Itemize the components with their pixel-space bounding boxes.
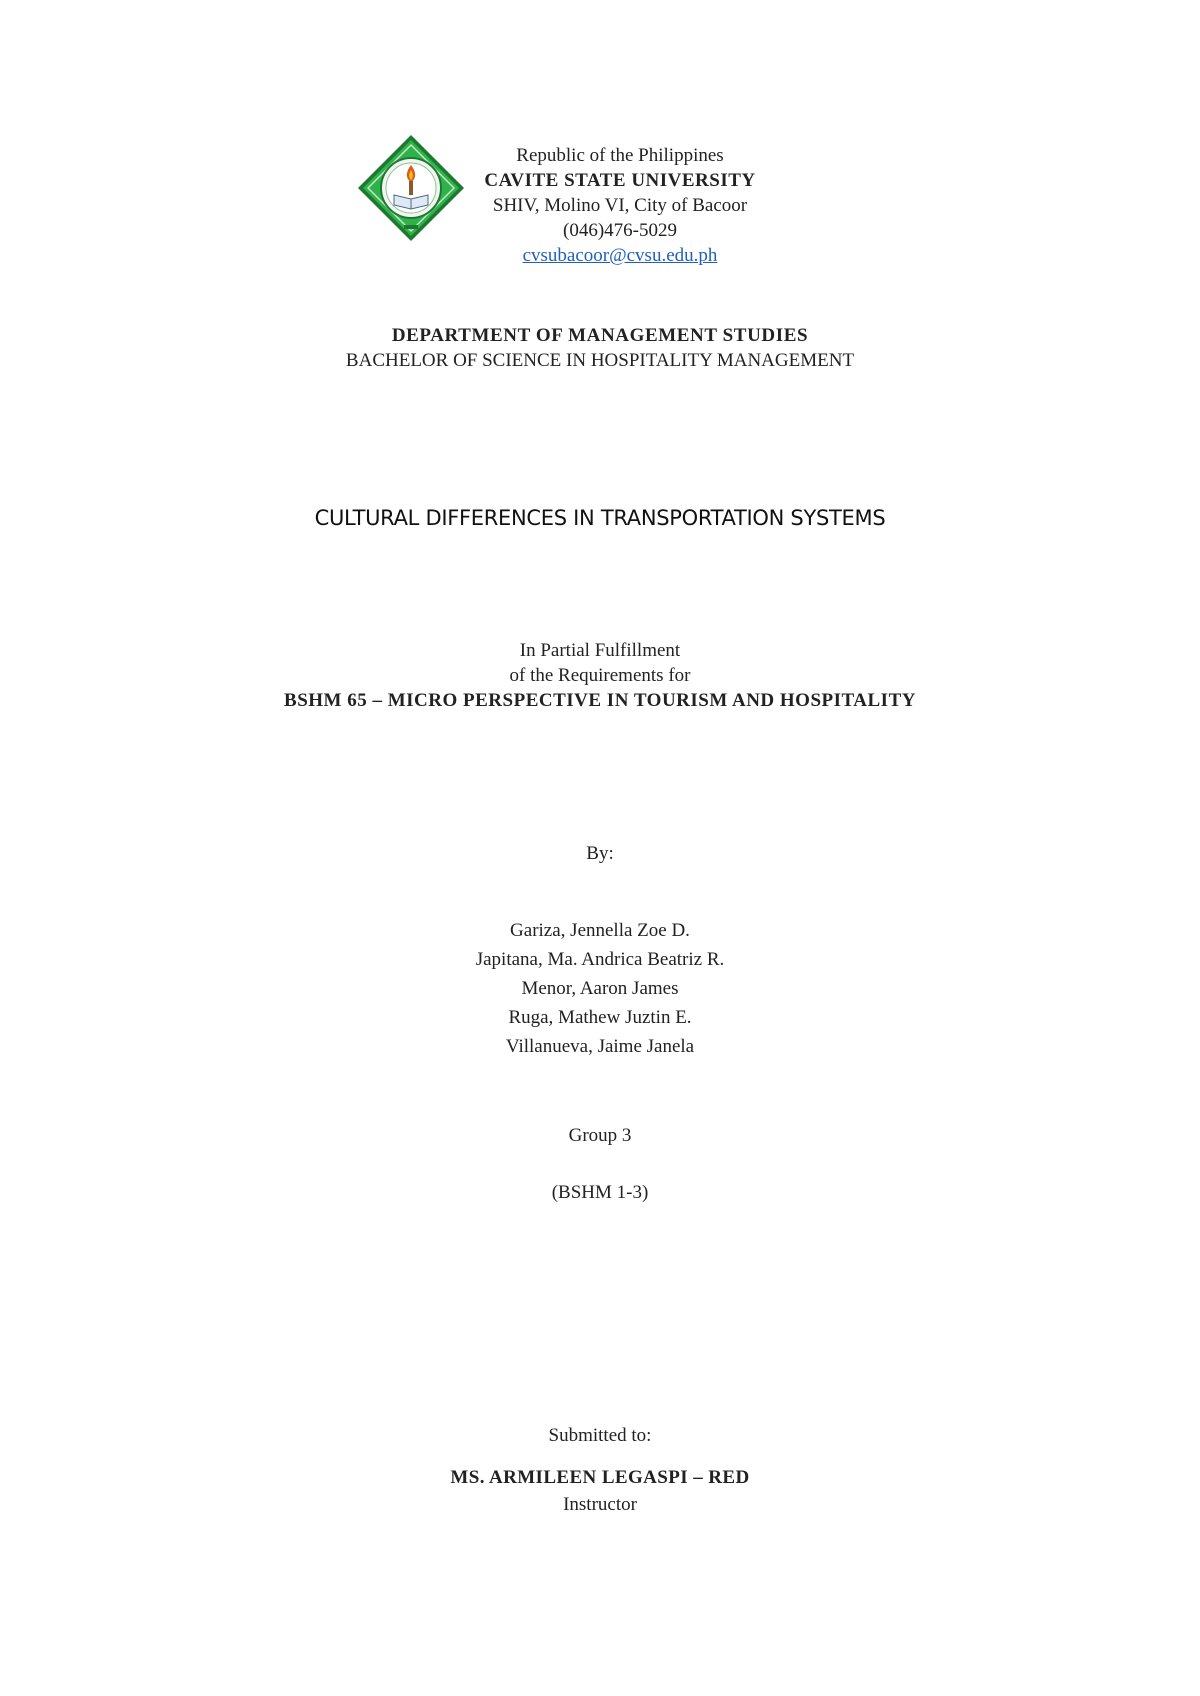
author-name: Menor, Aaron James xyxy=(521,978,679,999)
instructor-name: MS. ARMILEEN LEGASPI – RED xyxy=(450,1467,750,1488)
header-email-link[interactable]: cvsubacoor@cvsu.edu.ph xyxy=(522,245,718,266)
author-name: Ruga, Mathew Juztin E. xyxy=(508,1007,692,1028)
fulfillment-line-2: of the Requirements for xyxy=(509,665,691,686)
department-name: DEPARTMENT OF MANAGEMENT STUDIES xyxy=(391,325,809,346)
author-name: Villanueva, Jaime Janela xyxy=(505,1036,695,1057)
program-name: BACHELOR OF SCIENCE IN HOSPITALITY MANAGEMENT xyxy=(345,350,855,371)
document-title: CULTURAL DIFFERENCES IN TRANSPORTATION SYSTEMS xyxy=(314,506,886,530)
author-name: Gariza, Jennella Zoe D. xyxy=(510,920,690,941)
course-title: BSHM 65 – MICRO PERSPECTIVE IN TOURISM AND HOSPITALITY xyxy=(284,690,916,711)
submitted-label: Submitted to: xyxy=(548,1425,652,1446)
fulfillment-line-1: In Partial Fulfillment xyxy=(519,640,681,661)
header-country: Republic of the Philippines xyxy=(516,145,724,166)
header-phone: (046)476-5029 xyxy=(563,220,677,241)
section-label: (BSHM 1-3) xyxy=(551,1182,649,1203)
header-address: SHIV, Molino VI, City of Bacoor xyxy=(492,195,748,216)
group-label: Group 3 xyxy=(568,1125,632,1146)
author-name: Japitana, Ma. Andrica Beatriz R. xyxy=(475,949,725,970)
by-label: By: xyxy=(586,843,614,864)
header-university: CAVITE STATE UNIVERSITY xyxy=(484,170,756,191)
instructor-role: Instructor xyxy=(563,1494,637,1515)
